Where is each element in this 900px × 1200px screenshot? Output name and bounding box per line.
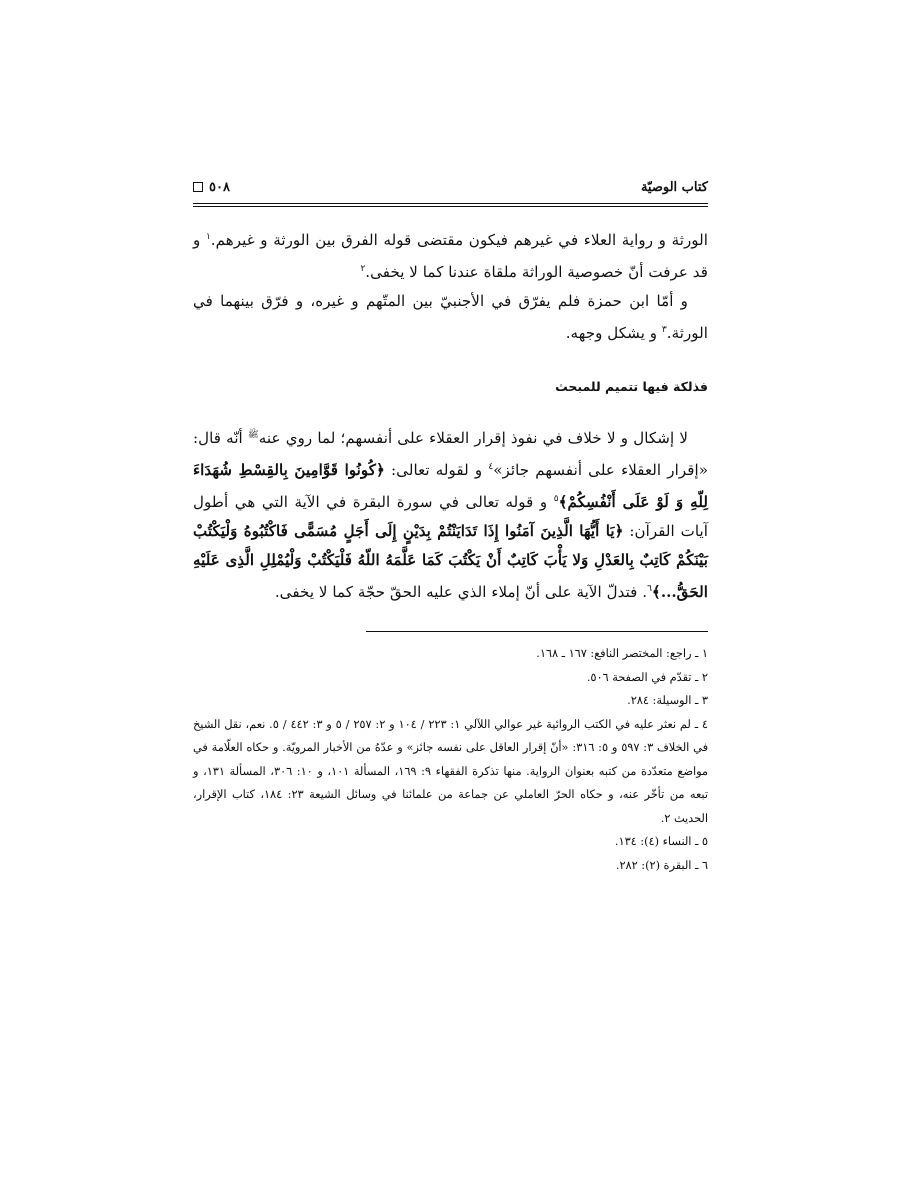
footnote-3: ٣ ـ الوسيلة: ٢٨٤. (627, 694, 708, 708)
section-title: فذلكة فيها تتميم للمبحث (555, 379, 708, 395)
main-text-3: و لقوله تعالى: (384, 461, 489, 480)
paragraph-2 (193, 287, 708, 348)
page-number: ٥٠٨ (209, 179, 230, 195)
footnote-ref-4: ٤ (488, 462, 494, 473)
footnote-4: ٤ ـ لم نعثر عليه في الكتب الروائية غير عوالي اللآلي ١: ٢٢٣ / ١٠٤ و ٢: ٢٥٧ / ٥ و ٣: ٤٤٢ / ٥. نعم، نقل الشيخ في الخلاف ٣: ٥٩٧ و ٥: ٣١٦: «أنّ إقرار العاقل على نفسه جائز» و عدّهُ من الأخبار المرويّة. و حكاه العلّامة في مواضع متعدّدة من كتبه بعنوان الرواية. منها تذكرة الفقهاء ٩: ١٦٩، المسألة ١٠١، و ١٠: ٣٠٦، المسألة ١٣١، و تبعه من تأخّر عنه، و حكاه الحرّ العاملي عن جماعة من علمائنا في وسائل الشيعة ٢٣: ١٨٤، كتاب الإقرار، الحديث ٢. (193, 717, 708, 825)
page-header (193, 178, 708, 196)
body-text (193, 223, 708, 607)
header-rule (193, 203, 708, 207)
main-text-1: لا إشكال و لا خلاف في نفوذ إقرار العقلاء على أنفسهم؛ لما روي عنه (258, 429, 688, 448)
quran-verse-2: ﴿يَا أَيُّهَا الَّذِينَ آمَنُوا إِذَا تَدَايَنْتُمْ بِدَيْنٍ إِلَى أَجَلٍ مُسَمًّى فَاكْتُبُوهُ وَلْيَكْتُبْ بَيْنَكُمْ كَاتِبٌ بِالعَدْلِ وَلا يَأْبَ كَاتِبٌ أَنْ يَكْتُبَ كَمَا عَلَّمَهُ اللّهُ فَلْيَكْتُبْ وَلْيُمْلِلِ الَّذِى عَلَيْهِ الحَقُّ...﴾ (193, 522, 708, 602)
footnote-1: ١ ـ راجع: المختصر النافع: ١٦٧ ـ ١٦٨. (536, 647, 708, 661)
paragraph-1-text: الورثة و رواية العلاء في غيرهم فيكون مقتضى قوله الفرق بين الورثة و غيرهم. (210, 231, 708, 250)
footnote-rule (366, 631, 708, 632)
paragraph-2-text: و أمّا ابن حمزة فلم يفرّق في الأجنبيّ بين المتّهم و غيره، و فرّق بينهما في الورثة. (193, 292, 708, 343)
square-box-icon (193, 182, 203, 192)
footnote-5: ٥ ـ النساء (٤): ١٣٤. (614, 835, 708, 849)
footnote-ref-6: ٦ (647, 584, 652, 595)
footnote-2: ٢ ـ تقدّم في الصفحة ٥٠٦. (586, 670, 708, 684)
honorific-glyph: ﷺ (247, 430, 259, 441)
main-paragraph (193, 421, 708, 607)
footnote-ref-1: ١ (205, 232, 211, 242)
page-number-group (193, 180, 230, 195)
document-page (193, 178, 708, 877)
footnote-ref-2: ٢ (360, 264, 366, 275)
footnote-ref-5: ٥ (553, 494, 559, 505)
paragraph-1 (193, 223, 708, 287)
main-text-4: و قوله تعالى في سورة البقرة في الآية التي هي أطول آيات القرآن: (193, 493, 708, 541)
footnote-6: ٦ ـ البقرة (٢): ٢٨٢. (615, 858, 708, 872)
paragraph-1-continuation: و قد عرفت أنّ خصوصية الوراثة ملقاة عندنا كما لا يخفى. (193, 231, 708, 282)
paragraph-2-continuation: و يشكل وجهه. (565, 324, 662, 343)
main-text-2: أنّه قال: «إقرار العقلاء على أنفسهم جائز» (193, 429, 708, 480)
book-title: كتاب الوصيّة (640, 179, 708, 195)
footnote-ref-3: ٣ (661, 325, 667, 336)
main-text-5: . فتدلّ الآية على أنّ إملاء الذي عليه الحقّ حجّة كما لا يخفى. (274, 583, 648, 602)
quran-verse-1: ﴿كُونُوا قَوَّامِينَ بِالقِسْطِ شُهَدَاءَ لِلّهِ وَ لَوْ عَلَى أَنْفُسِكُمْ﴾ (193, 461, 708, 512)
footnotes (193, 642, 708, 877)
